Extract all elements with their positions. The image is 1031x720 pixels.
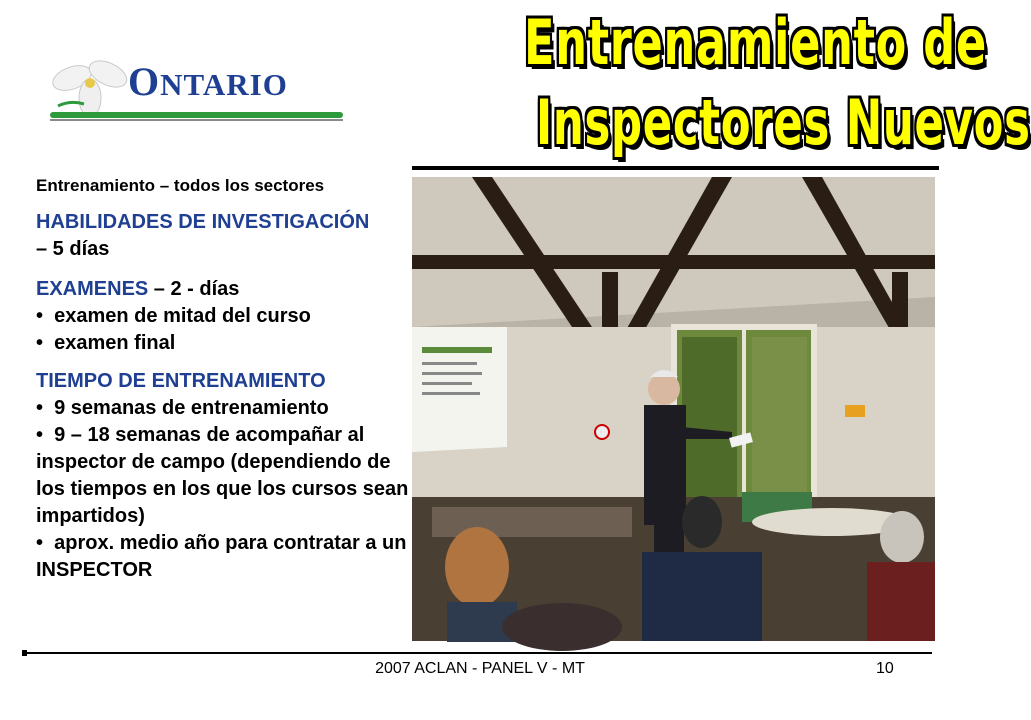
logo-wordmark: ONTARIO [128, 59, 288, 104]
ontario-logo [50, 48, 345, 124]
content-column [36, 172, 414, 584]
footer-divider-end [22, 650, 27, 656]
section-investigation [36, 209, 414, 263]
bullet-item: • 9 – 18 semanas de acompañar al inspector de campo (dependiendo de los tiempos en los que los cursos sean impartidos) [36, 424, 409, 527]
footer-text: 2007 ACLAN - PANEL V - MT [375, 660, 585, 677]
bullet-item: • examen final [36, 332, 176, 354]
logo-green-bar [50, 112, 343, 118]
section-training-time [36, 368, 414, 584]
footer-divider [22, 652, 932, 654]
section-heading: EXAMENES [36, 278, 149, 300]
section-detail: – 5 días [36, 238, 110, 260]
subtitle: Entrenamiento – todos los sectores [36, 176, 325, 195]
bullet-item: • 9 semanas de entrenamiento [36, 397, 329, 419]
title-line-2: Inspectores Nuevos [536, 86, 1031, 159]
title-line-1: Entrenamiento de [524, 6, 987, 79]
bullet-item: • aprox. medio año para contratar a un INSPECTOR [36, 532, 407, 581]
section-heading: TIEMPO DE ENTRENAMIENTO [36, 370, 326, 392]
trillium-flower-icon [50, 48, 130, 118]
page-number: 10 [876, 660, 894, 677]
section-exams [36, 276, 414, 357]
title-divider [412, 166, 939, 170]
section-heading: HABILIDADES DE INVESTIGACIÓN [36, 211, 370, 233]
logo-underline [50, 119, 343, 121]
bullet-item: • examen de mitad del curso [36, 305, 311, 327]
section-detail: – 2 - días [148, 278, 240, 300]
training-room-photo [412, 177, 935, 641]
